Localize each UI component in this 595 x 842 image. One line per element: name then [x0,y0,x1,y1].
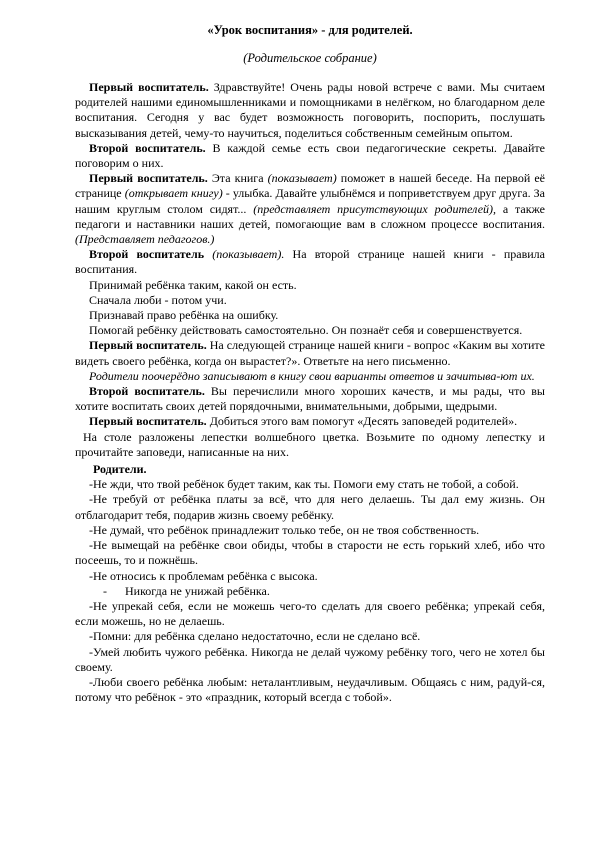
rule-item: Сначала люби - потом учи. [89,292,227,307]
paragraph-text: Добиться этого вам помогут «Десять заповедей родителей». [206,414,518,429]
commandment-item: -Не жди, что твой ребёнок будет таким, как ты. Помоги ему стать не тобой, а собой. [89,477,519,492]
commandment-item: -Не думай, что ребёнок принадлежит только тебе, он не твоя собственность. [89,522,480,537]
paragraph-intro [75,80,545,141]
rule-item: Признавай право ребёнка на ошибку. [89,308,279,323]
commandment-item: -Помни: для ребёнка сделано недостаточно, если не сделано всё. [89,629,421,644]
speaker-label: Первый воспитатель. [89,80,209,94]
stage-direction: (показывает). [204,247,285,262]
paragraph-book [75,171,545,247]
commandment-text: Никогда не унижай ребёнка. [125,583,270,598]
paragraph-parents-note [75,369,545,384]
paragraph-text: - улыбка. Давайте улыбнёмся и поприветствуем друг друга. За нашим круглым столом сидят... [75,186,545,216]
speaker-label: Второй воспитатель. [89,140,206,155]
paragraph-text: а также педагоги и наставники наших детей, помогающие вам в сложном процессе воспитания. [75,201,545,231]
paragraph-commandments-intro [75,414,545,429]
stage-direction: (представляет присутствующих родителей), [253,201,497,216]
rule-item: Принимай ребёнка таким, какой он есть. [89,277,297,292]
paragraph-qualities [75,384,545,414]
paragraph-question [75,338,545,368]
commandment-item: -Не требуй от ребёнка платы за всё, что для него делаешь. Ты дал ему жизнь. Он отблагодарит тебя, подарив жизнь своему ребёнку. [75,492,545,522]
speaker-label: Второй воспитатель [89,247,205,262]
rule-item: Помогай ребёнку действовать самостоятельно. Он познаёт себя и совершенствуется. [89,323,523,338]
paragraph-text: Эта книга [207,171,268,186]
speaker-label: Первый воспитатель. [89,171,208,186]
paragraph-secrets [75,141,545,171]
stage-direction: (Представляет педагогов.) [75,232,215,247]
document-title: «Урок воспитания» - для родителей. [207,23,413,37]
stage-direction: (показывает) [267,171,337,186]
document-subtitle: (Родительское собрание) [243,51,377,65]
list-dash: - [103,583,107,598]
paragraph-text: На второй странице нашей книги - правила воспитания. [75,247,546,277]
commandment-item: -Умей любить чужого ребёнка. Никогда не делай чужому ребёнку того, чего не хотел бы своему. [75,644,545,674]
paragraph-text: Здравствуйте! Очень рады новой встрече с вами. Мы считаем родителей нашими единомышленниками и помощниками в нелёгком, но благодарном деле воспитания. Сегодня у вас будет возможность поговорить, поспорить, послушать высказывания детей, чему-то научиться, поделиться собственным семейным опытом. [75,80,546,140]
commandment-item: -Не относись к проблемам ребёнка с высока. [89,568,318,583]
paragraph-text: В каждой семье есть свои педагогические секреты. Давайте поговорим о них. [75,140,545,171]
speaker-label: Первый воспитатель. [89,414,207,429]
stage-direction: (открывает книгу) [124,186,223,201]
commandment-item [75,584,545,599]
commandment-item: -Не вымещай на ребёнке свои обиды, чтобы в старости не есть горький хлеб, ибо что посеешь, то и пожнёшь. [75,538,545,568]
commandment-item: -Не упрекай себя, если не можешь чего-то сделать для своего ребёнка; упрекай себя, если можешь, но не делаешь. [75,598,545,629]
paragraph-rules-intro [75,247,545,277]
document-body [75,22,545,705]
speaker-label: Первый воспитатель. [89,338,207,353]
commandment-item: -Люби своего ребёнка любым: неталантливым, неудачливым. Общаясь с ним, радуй-ся, потому что ребёнок - это «праздник, который всегда с тобой». [75,674,545,705]
stage-direction: Родители поочерёдно записывают в книгу свои варианты ответов и зачитыва-ют их. [89,368,535,383]
paragraph-text: поможет в нашей беседе. На первой её странице [75,171,545,201]
paragraph-text: На следующей странице нашей книги - вопрос «Каким вы хотите видеть своего ребёнка, когда он вырастет?». Ответьте на него письменно. [75,338,545,368]
paragraph-petals: На столе разложены лепестки волшебного цветка. Возьмите по одному лепестку и прочитайте заповеди, написанные на них. [75,429,545,459]
paragraph-text: Вы перечислили много хороших качеств, и мы рады, что вы хотите воспитать своих детей порядочными, внимательными, добрыми, щедрыми. [75,384,545,414]
section-heading-parents: Родители. [93,462,147,477]
speaker-label: Второй воспитатель. [89,384,205,399]
